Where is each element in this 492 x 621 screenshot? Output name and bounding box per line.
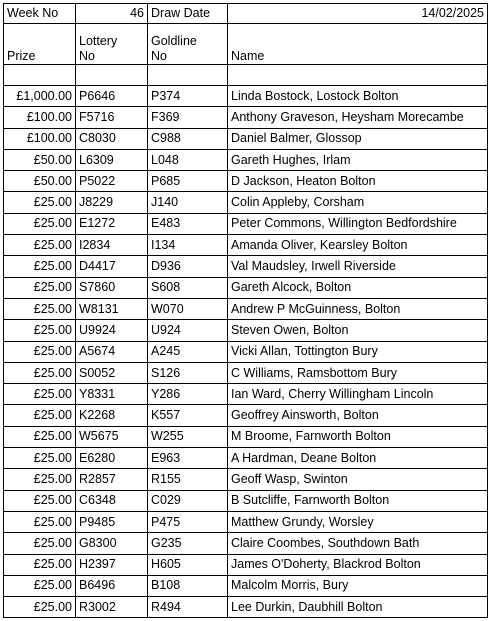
prize-cell: £25.00 xyxy=(4,448,76,469)
table-row xyxy=(4,86,488,107)
prize-cell: £25.00 xyxy=(4,533,76,554)
blank-cell xyxy=(76,65,148,86)
lottery-header xyxy=(76,24,148,65)
goldline-header xyxy=(148,24,228,65)
winner-name-cell: Amanda Oliver, Kearsley Bolton xyxy=(228,235,488,256)
goldline-number-cell: S126 xyxy=(148,362,228,383)
lottery-number-cell: I2834 xyxy=(76,235,148,256)
table-row xyxy=(4,597,488,618)
prize-cell: £25.00 xyxy=(4,341,76,362)
prize-cell: £100.00 xyxy=(4,107,76,128)
winner-name-cell: Gareth Alcock, Bolton xyxy=(228,277,488,298)
draw-date-label: Draw Date xyxy=(148,4,228,24)
goldline-number-cell: C988 xyxy=(148,128,228,149)
winner-name-cell: M Broome, Farnworth Bolton xyxy=(228,426,488,447)
week-label: Week No xyxy=(4,4,76,24)
prize-cell: £100.00 xyxy=(4,128,76,149)
goldline-number-cell: F369 xyxy=(148,107,228,128)
table-row xyxy=(4,149,488,170)
prize-cell: £25.00 xyxy=(4,554,76,575)
table-row xyxy=(4,320,488,341)
lottery-number-cell: S7860 xyxy=(76,277,148,298)
lottery-number-cell: H2397 xyxy=(76,554,148,575)
winner-name-cell: Peter Commons, Willington Bedfordshire xyxy=(228,213,488,234)
lottery-number-cell: C6348 xyxy=(76,490,148,511)
prize-cell: £25.00 xyxy=(4,192,76,213)
goldline-number-cell: W255 xyxy=(148,426,228,447)
results-table xyxy=(3,3,488,618)
lottery-number-cell: C8030 xyxy=(76,128,148,149)
prize-cell: £25.00 xyxy=(4,384,76,405)
prize-cell: £25.00 xyxy=(4,320,76,341)
goldline-number-cell: A245 xyxy=(148,341,228,362)
table-row xyxy=(4,128,488,149)
table-row xyxy=(4,554,488,575)
lottery-number-cell: K2268 xyxy=(76,405,148,426)
winner-name-cell: Daniel Balmer, Glossop xyxy=(228,128,488,149)
goldline-number-cell: C029 xyxy=(148,490,228,511)
winner-name-cell: Val Maudsley, Irwell Riverside xyxy=(228,256,488,277)
goldline-number-cell: W070 xyxy=(148,298,228,319)
goldline-number-cell: B108 xyxy=(148,575,228,596)
lottery-number-cell: A5674 xyxy=(76,341,148,362)
lottery-number-cell: W5675 xyxy=(76,426,148,447)
goldline-number-cell: K557 xyxy=(148,405,228,426)
goldline-number-cell: I134 xyxy=(148,235,228,256)
results-table-body xyxy=(4,4,488,618)
lottery-number-cell: R2857 xyxy=(76,469,148,490)
table-row xyxy=(4,533,488,554)
winner-name-cell: Vicki Allan, Tottington Bury xyxy=(228,341,488,362)
blank-cell xyxy=(4,65,76,86)
prize-cell: £25.00 xyxy=(4,256,76,277)
prize-cell: £25.00 xyxy=(4,235,76,256)
lottery-number-cell: G8300 xyxy=(76,533,148,554)
winner-name-cell: Geoffrey Ainsworth, Bolton xyxy=(228,405,488,426)
prize-cell: £25.00 xyxy=(4,511,76,532)
name-header-label: Name xyxy=(231,49,265,63)
lottery-header-line2: No xyxy=(79,49,95,63)
table-row xyxy=(4,448,488,469)
goldline-number-cell: L048 xyxy=(148,149,228,170)
week-value: 46 xyxy=(76,4,148,24)
lottery-number-cell: L6309 xyxy=(76,149,148,170)
winner-name-cell: A Hardman, Deane Bolton xyxy=(228,448,488,469)
lottery-number-cell: P9485 xyxy=(76,511,148,532)
table-row xyxy=(4,469,488,490)
prize-cell: £25.00 xyxy=(4,277,76,298)
winner-name-cell: D Jackson, Heaton Bolton xyxy=(228,171,488,192)
goldline-number-cell: G235 xyxy=(148,533,228,554)
prize-header xyxy=(4,24,76,65)
lottery-number-cell: S0052 xyxy=(76,362,148,383)
prize-cell: £25.00 xyxy=(4,405,76,426)
goldline-number-cell: E963 xyxy=(148,448,228,469)
prize-header-label: Prize xyxy=(7,49,36,63)
winner-name-cell: Matthew Grundy, Worsley xyxy=(228,511,488,532)
winner-name-cell: Lee Durkin, Daubhill Bolton xyxy=(228,597,488,618)
winner-name-cell: James O'Doherty, Blackrod Bolton xyxy=(228,554,488,575)
winner-name-cell: B Sutcliffe, Farnworth Bolton xyxy=(228,490,488,511)
winner-name-cell: Linda Bostock, Lostock Bolton xyxy=(228,86,488,107)
column-header-row xyxy=(4,24,488,65)
lottery-number-cell: Y8331 xyxy=(76,384,148,405)
goldline-number-cell: H605 xyxy=(148,554,228,575)
table-row xyxy=(4,405,488,426)
goldline-header-line1: Goldline xyxy=(151,34,197,48)
prize-cell: £25.00 xyxy=(4,575,76,596)
lottery-number-cell: J8229 xyxy=(76,192,148,213)
table-row xyxy=(4,511,488,532)
lottery-number-cell: E1272 xyxy=(76,213,148,234)
lottery-header-line1: Lottery xyxy=(79,34,118,48)
table-row xyxy=(4,490,488,511)
goldline-header-line2: No xyxy=(151,49,167,63)
table-row xyxy=(4,192,488,213)
prize-cell: £25.00 xyxy=(4,213,76,234)
goldline-number-cell: E483 xyxy=(148,213,228,234)
table-row xyxy=(4,384,488,405)
name-header xyxy=(228,24,488,65)
lottery-number-cell: P6646 xyxy=(76,86,148,107)
winner-name-cell: Gareth Hughes, Irlam xyxy=(228,149,488,170)
prize-cell: £1,000.00 xyxy=(4,86,76,107)
goldline-number-cell: P475 xyxy=(148,511,228,532)
prize-cell: £25.00 xyxy=(4,426,76,447)
prize-cell: £25.00 xyxy=(4,298,76,319)
lottery-number-cell: R3002 xyxy=(76,597,148,618)
prize-cell: £25.00 xyxy=(4,597,76,618)
blank-cell xyxy=(148,65,228,86)
table-row xyxy=(4,213,488,234)
table-row xyxy=(4,298,488,319)
winner-name-cell: Geoff Wasp, Swinton xyxy=(228,469,488,490)
table-row xyxy=(4,575,488,596)
goldline-number-cell: P685 xyxy=(148,171,228,192)
table-row xyxy=(4,256,488,277)
blank-row xyxy=(4,65,488,86)
table-row xyxy=(4,362,488,383)
lottery-number-cell: E6280 xyxy=(76,448,148,469)
prize-cell: £25.00 xyxy=(4,362,76,383)
goldline-number-cell: R494 xyxy=(148,597,228,618)
prize-cell: £50.00 xyxy=(4,149,76,170)
lottery-number-cell: W8131 xyxy=(76,298,148,319)
table-row xyxy=(4,107,488,128)
winner-name-cell: C Williams, Ramsbottom Bury xyxy=(228,362,488,383)
lottery-number-cell: B6496 xyxy=(76,575,148,596)
winner-name-cell: Malcolm Morris, Bury xyxy=(228,575,488,596)
winner-name-cell: Claire Coombes, Southdown Bath xyxy=(228,533,488,554)
winner-name-cell: Colin Appleby, Corsham xyxy=(228,192,488,213)
prize-cell: £25.00 xyxy=(4,490,76,511)
table-row xyxy=(4,341,488,362)
lottery-number-cell: U9924 xyxy=(76,320,148,341)
prize-cell: £25.00 xyxy=(4,469,76,490)
lottery-number-cell: P5022 xyxy=(76,171,148,192)
table-row xyxy=(4,235,488,256)
winner-name-cell: Ian Ward, Cherry Willingham Lincoln xyxy=(228,384,488,405)
goldline-number-cell: D936 xyxy=(148,256,228,277)
blank-cell xyxy=(228,65,488,86)
table-row xyxy=(4,426,488,447)
goldline-number-cell: Y286 xyxy=(148,384,228,405)
prize-cell: £50.00 xyxy=(4,171,76,192)
goldline-number-cell: R155 xyxy=(148,469,228,490)
goldline-number-cell: S608 xyxy=(148,277,228,298)
lottery-number-cell: F5716 xyxy=(76,107,148,128)
table-row xyxy=(4,277,488,298)
table-row xyxy=(4,171,488,192)
goldline-number-cell: J140 xyxy=(148,192,228,213)
winner-name-cell: Anthony Graveson, Heysham Morecambe xyxy=(228,107,488,128)
header-info-row xyxy=(4,4,488,24)
lottery-number-cell: D4417 xyxy=(76,256,148,277)
goldline-number-cell: P374 xyxy=(148,86,228,107)
winner-name-cell: Steven Owen, Bolton xyxy=(228,320,488,341)
goldline-number-cell: U924 xyxy=(148,320,228,341)
winner-name-cell: Andrew P McGuinness, Bolton xyxy=(228,298,488,319)
draw-date-value: 14/02/2025 xyxy=(228,4,488,24)
